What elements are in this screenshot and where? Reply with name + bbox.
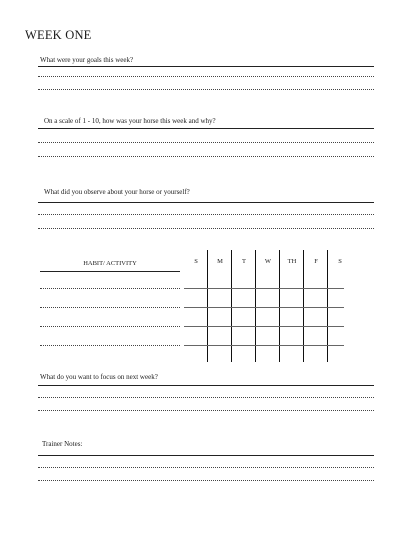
day-header-wed: W: [264, 258, 272, 265]
trainer-notes-line-1[interactable]: [38, 455, 374, 456]
habit-row-2[interactable]: [40, 307, 180, 308]
day-header-tue: T: [242, 258, 246, 265]
habit-row-3[interactable]: [40, 326, 180, 327]
trainer-notes-line-3[interactable]: [38, 480, 374, 481]
question-goals: What were your goals this week?: [40, 56, 134, 64]
grid-row-1[interactable]: [184, 288, 344, 289]
habit-row-1[interactable]: [40, 288, 180, 289]
habit-activity-header: HABIT/ ACTIVITY: [83, 260, 137, 267]
day-header-thu: TH: [287, 258, 297, 265]
answer-line-focus-2[interactable]: [38, 397, 374, 398]
answer-line-observe-2[interactable]: [38, 214, 374, 215]
habit-header-underline: [40, 271, 180, 272]
grid-row-3[interactable]: [184, 326, 344, 327]
page-title: WEEK ONE: [25, 28, 92, 42]
day-header-sat: S: [338, 258, 342, 265]
answer-line-scale-2[interactable]: [38, 142, 374, 143]
habit-row-4[interactable]: [40, 345, 180, 346]
question-scale: On a scale of 1 - 10, how was your horse this week and why?: [44, 117, 216, 125]
answer-line-focus-3[interactable]: [38, 410, 374, 411]
grid-row-2[interactable]: [184, 307, 344, 308]
day-header-mon: M: [217, 258, 223, 265]
trainer-notes-line-2[interactable]: [38, 467, 374, 468]
grid-row-4[interactable]: [184, 345, 344, 346]
answer-line-focus-1[interactable]: [38, 385, 374, 386]
day-header-sun: S: [194, 258, 198, 265]
answer-line-observe-1[interactable]: [38, 202, 374, 203]
question-focus: What do you want to focus on next week?: [40, 373, 158, 381]
question-observe: What did you observe about your horse or yourself?: [44, 188, 190, 196]
answer-line-observe-3[interactable]: [38, 228, 374, 229]
answer-line-goals-3[interactable]: [38, 89, 374, 90]
day-header-fri: F: [314, 258, 318, 265]
answer-line-scale-1[interactable]: [38, 128, 374, 129]
answer-line-goals-1[interactable]: [38, 66, 374, 67]
answer-line-scale-3[interactable]: [38, 156, 374, 157]
trainer-notes-label: Trainer Notes:: [42, 440, 83, 448]
answer-line-goals-2[interactable]: [38, 76, 374, 77]
